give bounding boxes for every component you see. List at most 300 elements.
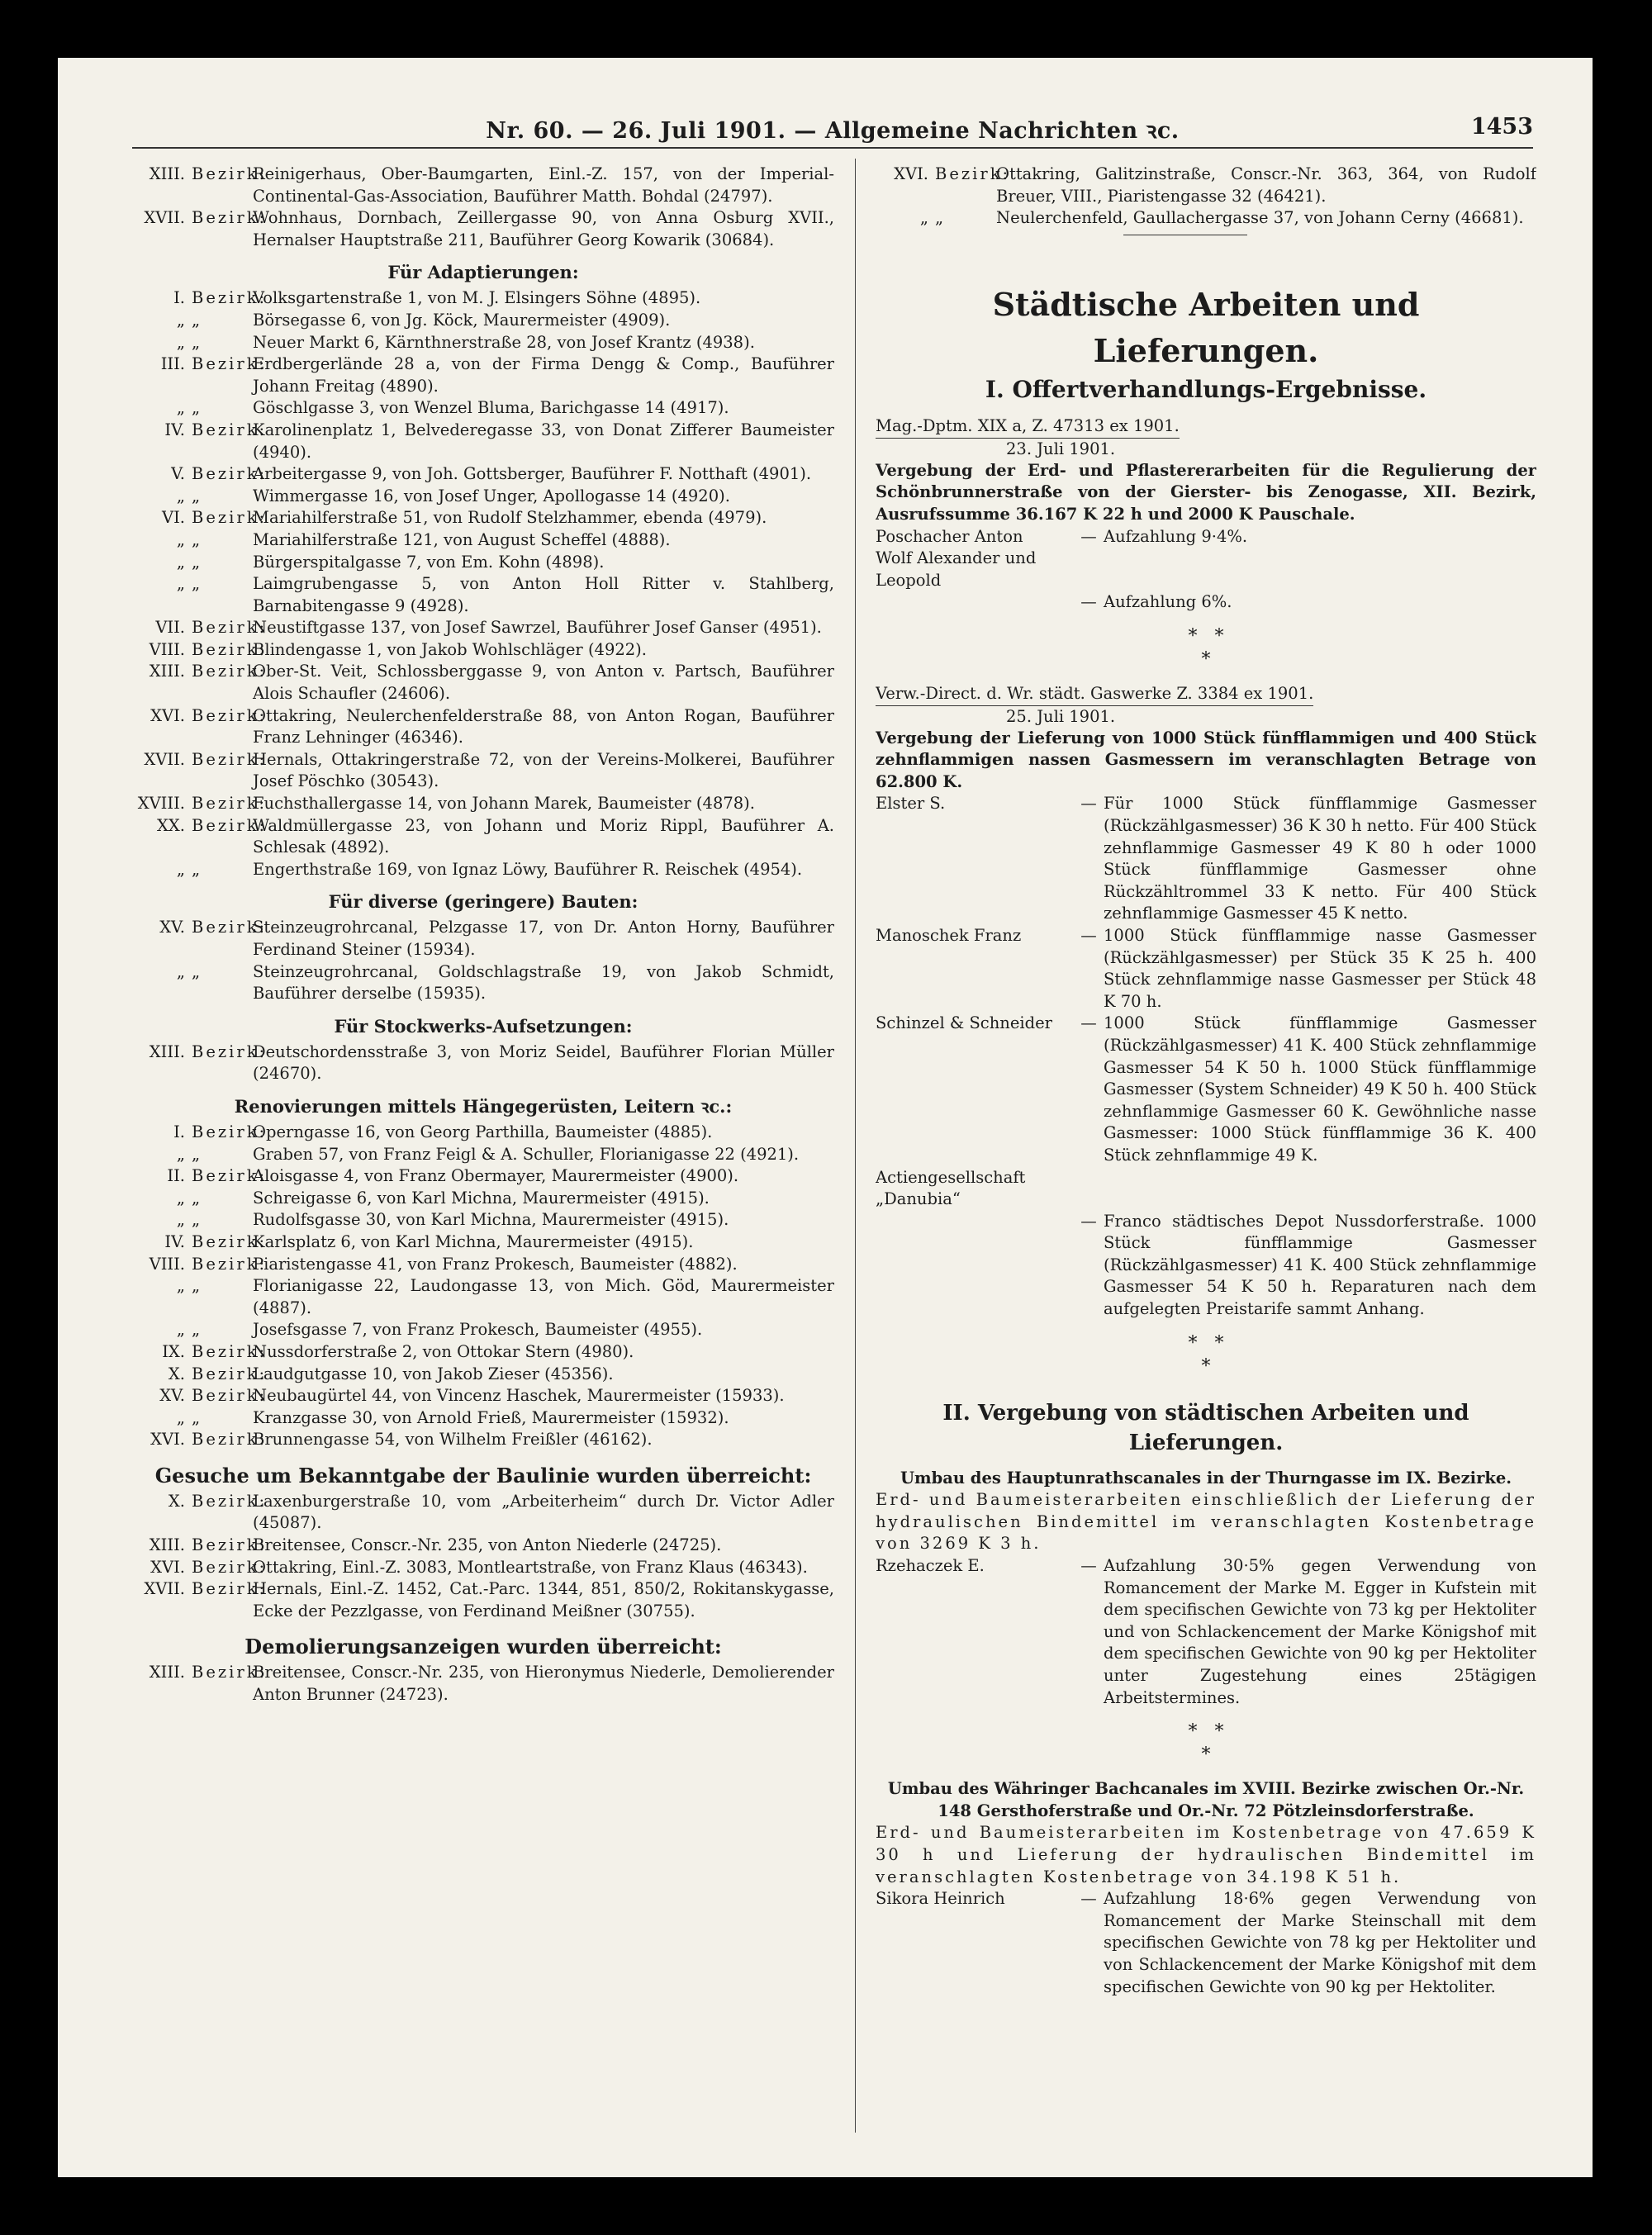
district-entry <box>132 793 834 815</box>
left-column <box>132 164 834 2144</box>
block1-subject: Vergebung der Erd- und Pflastererarbeiten für die Regulierung der Schönbrunnerstraße von der Gierster- bis Zenogasse, XII. Bezirk, Ausrufssumme 36.167 K 22 h und 2000 K Pauschale. <box>876 460 1536 524</box>
block4-subject: Umbau des Währinger Bachcanales im XVIII. Bezirke zwischen Or.-Nr. 148 Gersthoferstraße und Or.-Nr. 72 Pötzleinsdorferstraße. <box>887 1779 1525 1820</box>
district-number: XX. <box>157 815 185 835</box>
district-entry <box>132 420 834 463</box>
bid-firm: Poschacher Anton <box>876 526 1023 546</box>
district-number: IX. <box>162 1341 185 1361</box>
entry-text: Florianigasse 22, Laudongasse 13, von Mich. Göd, Maurermeister (4887). <box>253 1276 834 1317</box>
district-entry <box>132 639 834 662</box>
district-number: I. <box>173 1122 185 1141</box>
district-number: XIII. <box>149 1042 185 1061</box>
district-entry <box>876 164 1536 207</box>
page-number: 1453 <box>1470 114 1533 140</box>
bid-dash: — <box>1080 794 1097 814</box>
district-word: „ <box>192 332 203 352</box>
district-number: VIII. <box>149 639 185 659</box>
district-entry <box>132 573 834 617</box>
entry-text: Volksgartenstraße 1, von M. J. Elsingers Söhne (4895). <box>253 288 701 308</box>
district-entry <box>132 1578 834 1622</box>
district-label <box>132 420 268 463</box>
entry-text: Karolinenplatz 1, Belvederegasse 33, von Donat Zifferer Baumeister (4940). <box>253 420 834 462</box>
district-number: XV. <box>159 918 185 937</box>
entry-text: Kranzgasse 30, von Arnold Frieß, Maurermeister (15932). <box>253 1407 729 1427</box>
entry-text: Karlsplatz 6, von Karl Michna, Maurermeister (4915). <box>253 1231 694 1251</box>
block3 <box>876 1468 1536 1710</box>
block2 <box>876 683 1536 1321</box>
district-number: „ <box>176 552 185 572</box>
section-heading: Für Adaptierungen: <box>387 262 579 283</box>
district-word: Bezirk: <box>192 1557 268 1577</box>
bid-firm: Manoschek Franz <box>876 925 1022 945</box>
entry-text: Ottakring, Einl.-Z. 3083, Montleartstraße, von Franz Klaus (46343). <box>253 1557 808 1577</box>
district-word: Bezirk: <box>192 1364 268 1383</box>
district-number: „ <box>176 1188 185 1208</box>
district-label <box>132 552 253 574</box>
district-label <box>132 507 268 529</box>
district-number: XIII. <box>149 1535 185 1555</box>
district-word: Bezirk: <box>192 749 268 769</box>
district-number: „ <box>176 332 185 352</box>
district-entry <box>132 552 834 574</box>
entry-text: Breitensee, Conscr.-Nr. 235, von Anton Niederle (24725). <box>253 1535 722 1555</box>
part1-title: I. Offertverhandlungs-Ergebnisse. <box>985 376 1427 404</box>
block4-desc: Erd- und Baumeisterarbeiten im Kostenbetrage von 47.659 K 30 h und Lieferung der hydraulischen Bindemittel im veranschlagten Kostenbetrage von 34.198 K 51 h. <box>876 1823 1536 1886</box>
entry-text: Engerthstraße 169, von Ignaz Löwy, Bauführer R. Reischek (4954). <box>253 859 803 879</box>
bid-row <box>876 1888 1536 1998</box>
district-label <box>132 815 268 859</box>
block1 <box>876 415 1536 614</box>
entry-text: Laxenburgerstraße 10, vom „Arbeiterheim“ durch Dr. Victor Adler (45087). <box>253 1491 834 1533</box>
right-pre-entries <box>876 164 1536 230</box>
district-label <box>132 1231 268 1254</box>
district-entry <box>132 705 834 749</box>
entry-text: Bürgerspitalgasse 7, von Em. Kohn (4898). <box>253 552 605 572</box>
entry-text: Ottakring, Galitzinstraße, Conscr.-Nr. 363, 364, von Rudolf Breuer, VIII., Piaristengasse 32 (46421). <box>996 164 1536 206</box>
district-entry <box>132 1122 834 1144</box>
bid-firm <box>876 1211 1074 1321</box>
district-label <box>132 332 253 354</box>
district-number: „ <box>176 961 185 981</box>
entry-text: Göschlgasse 3, von Wenzel Bluma, Barichgasse 14 (4917). <box>253 398 729 418</box>
district-entry <box>132 486 834 508</box>
bid-dash <box>1074 1167 1104 1211</box>
district-word: Bezirk: <box>192 1254 268 1274</box>
district-label <box>132 463 268 486</box>
section-heading: Gesuche um Bekanntgabe der Baulinie wurden überreicht: <box>154 1463 812 1488</box>
district-label <box>132 617 268 639</box>
block3-bids <box>876 1555 1536 1709</box>
district-word: Bezirk: <box>192 1386 268 1406</box>
district-label <box>132 287 268 310</box>
bid-row <box>876 1013 1536 1166</box>
district-number: XVI. <box>894 164 928 183</box>
bid-row <box>876 548 1536 591</box>
stars-divider: * * * <box>1188 1721 1224 1766</box>
district-label <box>132 1254 268 1276</box>
district-entry <box>132 1364 834 1386</box>
district-label <box>132 749 268 793</box>
district-entry <box>132 507 834 529</box>
stars-divider: * * * <box>1188 626 1224 671</box>
district-entry <box>132 815 834 859</box>
entry-text: Arbeitergasse 9, von Joh. Gottsberger, Bauführer F. Notthaft (4901). <box>253 464 812 484</box>
entry-text: Mariahilferstraße 51, von Rudolf Stelzhammer, ebenda (4979). <box>253 508 767 528</box>
district-number: IV. <box>164 1231 185 1251</box>
district-number: „ <box>176 1276 185 1296</box>
newspaper-page <box>58 58 1593 2177</box>
section-heading: Demolierungsanzeigen wurden überreicht: <box>244 1635 722 1659</box>
district-label <box>132 1491 268 1535</box>
bid-dash <box>1074 548 1104 591</box>
district-label <box>132 354 268 397</box>
district-entry <box>132 1385 834 1407</box>
district-number: X. <box>168 1364 185 1383</box>
district-word: Bezirk: <box>192 1231 268 1251</box>
block3-subject: Umbau des Hauptunrathscanales in der Thurngasse im IX. Bezirke. <box>900 1468 1512 1488</box>
bid-firm: Wolf Alexander und Leopold <box>876 548 1037 590</box>
district-number: XVI. <box>150 1557 185 1577</box>
block2-date: 25. Juli 1901. <box>1006 706 1116 726</box>
district-word: „ <box>192 310 203 330</box>
district-number: III. <box>160 354 185 374</box>
district-number: „ <box>176 1144 185 1164</box>
section-heading: Für Stockwerks-Aufsetzungen: <box>334 1015 633 1037</box>
district-number: VI. <box>162 508 185 528</box>
district-word: Bezirk: <box>192 508 268 528</box>
district-word: Bezirk: <box>192 1491 268 1511</box>
district-entry <box>876 207 1536 230</box>
district-word: Bezirk: <box>192 705 268 725</box>
bid-value: Aufzahlung 6%. <box>1104 592 1232 612</box>
entry-text: Breitensee, Conscr.-Nr. 235, von Hieronymus Niederle, Demolierender Anton Brunner (24723). <box>253 1663 834 1705</box>
entry-text: Waldmüllergasse 23, von Johann und Moriz Rippl, Bauführer A. Schlesak (4892). <box>253 815 834 857</box>
district-entry <box>132 617 834 639</box>
block4 <box>876 1778 1536 1998</box>
district-number: „ <box>176 310 185 330</box>
district-word: Bezirk: <box>192 354 268 374</box>
district-label <box>876 207 996 230</box>
district-entry <box>132 310 834 332</box>
district-label <box>132 1385 268 1407</box>
district-number: XIII. <box>149 164 185 183</box>
district-label <box>876 164 1011 207</box>
district-number: „ <box>176 529 185 549</box>
district-label <box>132 397 253 420</box>
district-word: „ <box>192 398 203 418</box>
district-label <box>132 529 253 552</box>
bid-row <box>876 526 1536 548</box>
district-entry <box>132 749 834 793</box>
district-entry <box>132 1429 834 1451</box>
district-number: „ <box>176 1407 185 1427</box>
district-number: XIII. <box>149 662 185 681</box>
district-label <box>132 1429 268 1451</box>
block4-bids <box>876 1888 1536 1998</box>
bid-row <box>876 1211 1536 1321</box>
district-entry <box>132 1557 834 1579</box>
bid-dash: — <box>1080 526 1097 546</box>
district-label <box>132 793 268 815</box>
district-entry <box>132 164 834 207</box>
district-word: Bezirk: <box>192 1042 268 1061</box>
bid-dash: — <box>1080 1211 1097 1231</box>
district-number: XVIII. <box>137 794 185 814</box>
district-word: Bezirk: <box>192 1341 268 1361</box>
district-entry <box>132 1254 834 1276</box>
district-entry <box>132 207 834 251</box>
district-number: XVI. <box>150 705 185 725</box>
bid-dash: — <box>1080 592 1097 612</box>
district-word: Bezirk: <box>192 1166 268 1186</box>
district-number: „ <box>176 486 185 505</box>
district-word: „ <box>192 486 203 505</box>
bid-value: Aufzahlung 30·5% gegen Verwendung von Romancement der Marke M. Egger in Kufstein mit dem specifischen Gewichte von 73 kg per Hektoliter und von Schlackencement der Marke Königshof mit dem specifischen Gewichte von 90 kg per Hektoliter unter Zugestehung eines 25tägigen Arbeitstermines. <box>1104 1556 1536 1707</box>
entry-text: Steinzeugrohrcanal, Pelzgasse 17, von Dr. Anton Horny, Bauführer Ferdinand Steiner (15934). <box>253 918 834 959</box>
district-word: Bezirk: <box>935 164 1011 183</box>
district-label <box>132 961 253 1005</box>
district-label <box>132 705 268 749</box>
part2-title: II. Vergebung von städtischen Arbeiten und Lieferungen. <box>942 1400 1469 1455</box>
district-word: „ <box>192 859 203 879</box>
district-word: „ <box>192 961 203 981</box>
section-heading: Für diverse (geringere) Bauten: <box>328 891 638 913</box>
district-entry <box>132 1341 834 1364</box>
district-word: „ <box>192 529 203 549</box>
district-word: „ <box>192 1276 203 1296</box>
district-label <box>132 573 253 617</box>
column-divider <box>855 159 856 2133</box>
district-word: „ <box>192 1144 203 1164</box>
district-label <box>132 1319 253 1341</box>
block2-bids <box>876 793 1536 1320</box>
main-title: Städtische Arbeiten und Lieferungen. <box>992 286 1420 370</box>
district-label <box>132 1144 253 1166</box>
bid-value: Für 1000 Stück fünfflammige Gasmesser (Rückzählgasmesser) 36 K 30 h netto. Für 400 Stück zehnflammige Gasmesser 49 K 80 h oder 1000 Stück fünfflammige Gasmesser ohne Rückzähltrommel 33 K netto. Für 400 Stück zehnflammige Gasmesser 45 K netto. <box>1104 794 1536 923</box>
entry-text: Operngasse 16, von Georg Parthilla, Baumeister (4885). <box>253 1122 713 1141</box>
bid-value <box>1104 1167 1536 1211</box>
entry-text: Neulerchenfeld, Gaullachergasse 37, von Johann Cerny (46681). <box>996 208 1524 228</box>
entry-text: Deutschordensstraße 3, von Moriz Seidel, Bauführer Florian Müller (24670). <box>253 1042 834 1084</box>
district-number: XV. <box>159 1386 185 1406</box>
page-header <box>132 111 1533 149</box>
entry-text: Blindengasse 1, von Jakob Wohlschläger (4922). <box>253 639 647 659</box>
entry-text: Reinigerhaus, Ober-Baumgarten, Einl.-Z. 157, von der Imperial-Continental-Gas-Association, Bauführer Matth. Bohdal (24797). <box>253 164 834 206</box>
entry-text: Steinzeugrohrcanal, Goldschlagstraße 19, von Jakob Schmidt, Bauführer derselbe (15935). <box>253 961 834 1004</box>
district-entry <box>132 1188 834 1210</box>
separator-rule <box>1123 235 1247 236</box>
district-label <box>132 1275 253 1319</box>
entry-text: Laimgrubengasse 5, von Anton Holl Ritter v. Stahlberg, Barnabitengasse 9 (4928). <box>253 574 834 615</box>
entry-text: Neustiftgasse 137, von Josef Sawrzel, Bauführer Josef Ganser (4951). <box>253 618 822 638</box>
block1-date: 23. Juli 1901. <box>1006 439 1116 458</box>
district-word: Bezirk: <box>192 420 268 439</box>
district-entry <box>132 354 834 397</box>
district-number: VII. <box>155 618 185 638</box>
bid-value: Aufzahlung 9·4%. <box>1104 526 1248 546</box>
district-word: Bezirk: <box>192 1579 268 1599</box>
district-label <box>132 1042 268 1085</box>
district-entry <box>132 1209 834 1231</box>
block2-ref: Verw.-Direct. d. Wr. städt. Gaswerke Z. 3384 ex 1901. <box>876 683 1313 706</box>
district-number: „ <box>176 1210 185 1230</box>
district-word: Bezirk: <box>192 1535 268 1555</box>
district-label <box>132 1165 268 1188</box>
entry-text: Laudgutgasse 10, von Jakob Zieser (45356). <box>253 1364 614 1383</box>
entry-text: Neubaugürtel 44, von Vincenz Haschek, Maurermeister (15933). <box>253 1386 785 1406</box>
bid-value: Franco städtisches Depot Nussdorferstraße. 1000 Stück fünfflammige Gasmesser (Rückzählgasmesser) 41 K. 400 Stück zehnflammige Gasmesser 54 K 50 h. Reparaturen nach dem aufgelegten Preistarife sammt Anhang. <box>1104 1211 1536 1319</box>
district-word: Bezirk: <box>192 164 268 183</box>
bid-dash: — <box>1080 1889 1097 1909</box>
district-number: XIII. <box>149 1663 185 1682</box>
district-number: IV. <box>164 420 185 439</box>
district-entry <box>132 287 834 310</box>
district-entry <box>132 1275 834 1319</box>
district-word: „ <box>935 208 947 228</box>
district-entry <box>132 529 834 552</box>
district-word: Bezirk: <box>192 639 268 659</box>
district-entry <box>132 961 834 1005</box>
entry-text: Hernals, Einl.-Z. 1452, Cat.-Parc. 1344, 851, 850/2, Rokitanskygasse, Ecke der Pezzlgasse, von Ferdinand Meißner (30755). <box>253 1579 834 1620</box>
district-number: I. <box>173 288 185 308</box>
entry-text: Wimmergasse 16, von Josef Unger, Apollogasse 14 (4920). <box>253 486 730 505</box>
district-word: Bezirk: <box>192 662 268 681</box>
district-number: VIII. <box>149 1254 185 1274</box>
entry-text: Schreigasse 6, von Karl Michna, Maurermeister (4915). <box>253 1188 710 1208</box>
bid-row <box>876 591 1536 614</box>
entry-text: Nussdorferstraße 2, von Ottokar Stern (4980). <box>253 1341 634 1361</box>
district-word: „ <box>192 1188 203 1208</box>
district-number: „ <box>176 1320 185 1340</box>
district-word: „ <box>192 1407 203 1427</box>
entry-text: Börsegasse 6, von Jg. Köck, Maurermeister (4909). <box>253 310 671 330</box>
entry-text: Hernals, Ottakringerstraße 72, von der Vereins-Molkerei, Bauführer Josef Pöschko (30543). <box>253 749 834 791</box>
district-entry <box>132 661 834 705</box>
entry-text: Aloisgasse 4, von Franz Obermayer, Maurermeister (4900). <box>253 1166 739 1186</box>
district-label <box>132 207 268 251</box>
district-number: „ <box>176 398 185 418</box>
bid-firm: Schinzel & Schneider <box>876 1013 1052 1033</box>
entry-text: Brunnengasse 54, von Wilhelm Freißler (46162). <box>253 1430 653 1450</box>
district-entry <box>132 1165 834 1188</box>
district-word: „ <box>192 574 203 594</box>
district-word: Bezirk: <box>192 618 268 638</box>
bid-row <box>876 1555 1536 1709</box>
district-entry <box>132 1144 834 1166</box>
district-label <box>132 1209 253 1231</box>
bid-value <box>1104 548 1536 591</box>
district-label <box>132 661 268 705</box>
bid-firm: Elster S. <box>876 794 946 814</box>
district-entry <box>132 859 834 881</box>
district-label <box>132 164 268 207</box>
district-label <box>132 1122 268 1144</box>
district-label <box>132 1364 268 1386</box>
bid-firm: Actiengesellschaft „Danubia“ <box>876 1167 1026 1209</box>
bid-value: 1000 Stück fünfflammige Gasmesser (Rückzählgasmesser) 41 K. 400 Stück zehnflammige Gasmesser 54 K 50 h. 1000 Stück fünfflammige Gasmesser (System Schneider) 49 K 50 h. 400 Stück zehnflammige Gasmesser 60 K. Gewöhnliche nasse Gasmesser: 1000 Stück fünfflammige 36 K. 400 Stück zehnflammige 49 K. <box>1104 1013 1536 1165</box>
entry-text: Wohnhaus, Dornbach, Zeillergasse 90, von Anna Osburg XVII., Hernalser Hauptstraße 211, Bauführer Georg Kowarik (30684). <box>253 208 834 249</box>
district-number: „ <box>919 208 928 228</box>
district-word: Bezirk: <box>192 794 268 814</box>
district-number: XVI. <box>150 1430 185 1450</box>
entry-text: Ober-St. Veit, Schlossberggasse 9, von Anton v. Partsch, Bauführer Alois Schaufler (24606). <box>253 662 834 704</box>
district-number: „ <box>176 574 185 594</box>
entry-text: Fuchsthallergasse 14, von Johann Marek, Baumeister (4878). <box>253 794 755 814</box>
entry-text: Erdbergerlände 28 a, von der Firma Dengg & Comp., Bauführer Johann Freitag (4890). <box>253 354 834 396</box>
district-word: „ <box>192 552 203 572</box>
district-entry <box>132 917 834 961</box>
bid-value: 1000 Stück fünfflammige nasse Gasmesser (Rückzählgasmesser) per Stück 35 K 25 h. 400 Stück zehnflammige nasse Gasmesser per Stück 48 K 70 h. <box>1104 925 1536 1011</box>
district-label <box>132 859 253 881</box>
block1-bids <box>876 526 1536 614</box>
bid-row <box>876 1167 1536 1211</box>
district-entry <box>132 1319 834 1341</box>
district-label <box>132 1341 268 1364</box>
block3-desc: Erd- und Baumeisterarbeiten einschließlich der Lieferung der hydraulischen Bindemittel im veranschlagten Kostenbetrage von 3269 K 3 h. <box>876 1490 1536 1554</box>
district-entry <box>132 1042 834 1085</box>
entry-text: Mariahilferstraße 121, von August Scheffel (4888). <box>253 529 671 549</box>
block1-ref: Mag.-Dptm. XIX a, Z. 47313 ex 1901. <box>876 415 1180 439</box>
bid-dash: — <box>1080 1013 1097 1033</box>
district-label <box>132 1557 268 1579</box>
district-label <box>132 1662 268 1706</box>
block2-subject: Vergebung der Lieferung von 1000 Stück fünfflammigen und 400 Stück zehnflammigen nassen Gasmessern im veranschlagten Betrage von 62.800 K. <box>876 728 1536 791</box>
bid-firm: Sikora Heinrich <box>876 1889 1005 1909</box>
district-label <box>132 639 268 662</box>
district-word: Bezirk: <box>192 208 268 228</box>
bid-value: Aufzahlung 18·6% gegen Verwendung von Romancement der Marke Steinschall mit dem specifischen Gewichte von 78 kg per Hektoliter und von Schlackencement der Marke Königshof mit dem specifischen Gewichte von 90 kg per Hektoliter. <box>1104 1889 1536 1996</box>
entry-text: Piaristengasse 41, von Franz Prokesch, Baumeister (4882). <box>253 1254 738 1274</box>
district-label <box>132 310 253 332</box>
district-entry <box>132 1407 834 1430</box>
district-number: XVII. <box>144 749 185 769</box>
district-number: XVII. <box>144 1579 185 1599</box>
district-entry <box>132 332 834 354</box>
bid-dash: — <box>1080 1556 1097 1576</box>
district-entry <box>132 1491 834 1535</box>
district-word: „ <box>192 1320 203 1340</box>
district-entry <box>132 397 834 420</box>
district-label <box>132 1535 268 1557</box>
district-label <box>132 917 268 961</box>
district-word: „ <box>192 1210 203 1230</box>
district-word: Bezirk: <box>192 1122 268 1141</box>
district-word: Bezirk: <box>192 288 268 308</box>
district-word: Bezirk: <box>192 918 268 937</box>
district-word: Bezirk: <box>192 464 268 484</box>
district-number: XVII. <box>144 208 185 228</box>
district-number: X. <box>168 1491 185 1511</box>
bid-firm <box>876 591 1074 614</box>
bid-dash: — <box>1080 925 1097 945</box>
stars-divider: * * * <box>1188 1332 1224 1377</box>
district-word: Bezirk: <box>192 1663 268 1682</box>
district-number: V. <box>171 464 185 484</box>
district-number: „ <box>176 859 185 879</box>
district-label <box>132 1407 253 1430</box>
district-label <box>132 1578 268 1622</box>
district-word: Bezirk: <box>192 1430 268 1450</box>
entry-text: Neuer Markt 6, Kärnthnerstraße 28, von Josef Krantz (4938). <box>253 332 755 352</box>
district-entry <box>132 1662 834 1706</box>
header-title: Nr. 60. — 26. Juli 1901. — Allgemeine Nachrichten ꝛc. <box>486 118 1180 144</box>
district-word: Bezirk: <box>192 815 268 835</box>
bid-row <box>876 793 1536 925</box>
bid-row <box>876 925 1536 1013</box>
section-heading: Renovierungen mittels Hängegerüsten, Leitern ꝛc.: <box>234 1095 733 1117</box>
bid-firm: Rzehaczek E. <box>876 1556 985 1576</box>
district-entry <box>132 1231 834 1254</box>
district-number: II. <box>167 1166 185 1186</box>
